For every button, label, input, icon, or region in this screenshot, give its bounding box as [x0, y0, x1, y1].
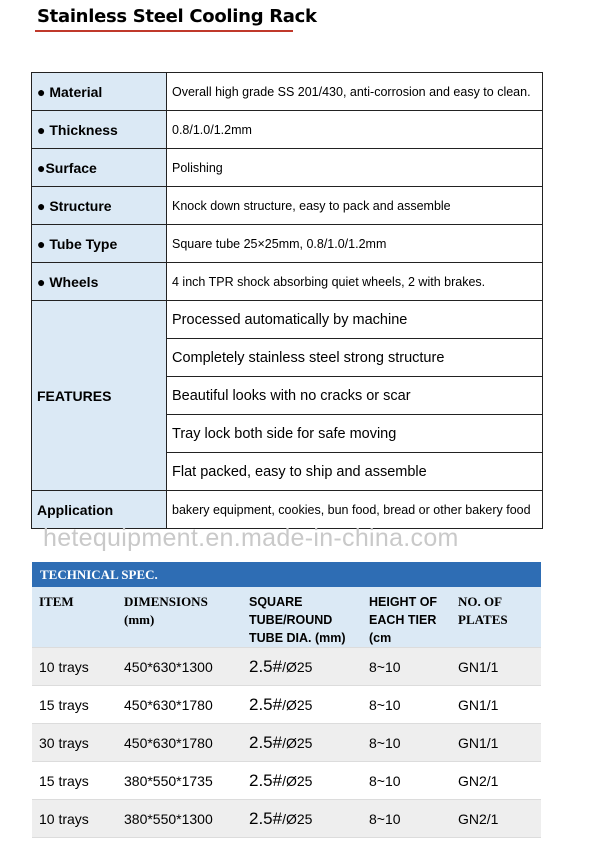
- spec-row-application: [32, 491, 543, 529]
- feature-item: Beautiful looks with no cracks or scar: [167, 377, 543, 415]
- spec-label: ● Thickness: [32, 111, 167, 149]
- tube-round: /Ø25: [282, 734, 313, 751]
- cell-dimensions: 380*550*1735: [117, 762, 242, 800]
- spec-value: Square tube 25×25mm, 0.8/1.0/1.2mm: [167, 225, 543, 263]
- cell-item: 30 trays: [32, 724, 117, 762]
- cell-height: 8~10: [362, 686, 451, 724]
- title-underline: [35, 30, 293, 32]
- spec-value: Overall high grade SS 201/430, anti-corrosion and easy to clean.: [167, 73, 543, 111]
- col-plates: NO. OF PLATES: [451, 587, 541, 648]
- table-row: [32, 648, 541, 686]
- tube-square: 2.5#: [249, 656, 283, 676]
- feature-item: Processed automatically by machine: [167, 301, 543, 339]
- spec-row-material: [32, 73, 543, 111]
- cell-height: 8~10: [362, 724, 451, 762]
- tube-square: 2.5#: [249, 694, 283, 714]
- spec-row-surface: [32, 149, 543, 187]
- feature-item: Tray lock both side for safe moving: [167, 415, 543, 453]
- cell-dimensions: 380*550*1300: [117, 800, 242, 838]
- feature-item: Completely stainless steel strong structure: [167, 339, 543, 377]
- col-item: ITEM: [32, 587, 117, 648]
- tech-spec-table: [32, 587, 541, 838]
- spec-table: [31, 72, 543, 529]
- spec-value: Knock down structure, easy to pack and assemble: [167, 187, 543, 225]
- tube-round: /Ø25: [282, 696, 313, 713]
- tech-header-row: [32, 587, 541, 648]
- cell-plates: GN1/1: [451, 724, 541, 762]
- application-label: Application: [32, 491, 167, 529]
- spec-value: Polishing: [167, 149, 543, 187]
- spec-label: ●Surface: [32, 149, 167, 187]
- cell-dimensions: 450*630*1780: [117, 686, 242, 724]
- cell-tube: [242, 724, 362, 762]
- tube-square: 2.5#: [249, 770, 283, 790]
- watermark: hetequipment.en.made-in-china.com: [43, 524, 459, 552]
- cell-plates: GN2/1: [451, 762, 541, 800]
- col-dimensions: DIMENSIONS (mm): [117, 587, 242, 648]
- cell-item: 10 trays: [32, 800, 117, 838]
- feature-row: [32, 301, 543, 339]
- spec-value: 0.8/1.0/1.2mm: [167, 111, 543, 149]
- spec-row-wheels: [32, 263, 543, 301]
- spec-row-thickness: [32, 111, 543, 149]
- cell-dimensions: 450*630*1300: [117, 648, 242, 686]
- tube-square: 2.5#: [249, 732, 283, 752]
- tube-round: /Ø25: [282, 772, 313, 789]
- table-row: [32, 724, 541, 762]
- cell-tube: [242, 648, 362, 686]
- spec-row-structure: [32, 187, 543, 225]
- table-row: [32, 686, 541, 724]
- cell-tube: [242, 800, 362, 838]
- col-tube: SQUARE TUBE/ROUND TUBE DIA. (mm): [242, 587, 362, 648]
- cell-item: 10 trays: [32, 648, 117, 686]
- spec-value: 4 inch TPR shock absorbing quiet wheels, 2 with brakes.: [167, 263, 543, 301]
- features-label: FEATURES: [32, 301, 167, 491]
- cell-item: 15 trays: [32, 762, 117, 800]
- feature-item: Flat packed, easy to ship and assemble: [167, 453, 543, 491]
- spec-label: ● Tube Type: [32, 225, 167, 263]
- spec-row-tube-type: [32, 225, 543, 263]
- cell-item: 15 trays: [32, 686, 117, 724]
- cell-plates: GN1/1: [451, 686, 541, 724]
- tube-round: /Ø25: [282, 658, 313, 675]
- cell-height: 8~10: [362, 762, 451, 800]
- application-value: bakery equipment, cookies, bun food, bread or other bakery food: [167, 491, 543, 529]
- cell-tube: [242, 762, 362, 800]
- col-height: HEIGHT OF EACH TIER (cm: [362, 587, 451, 648]
- cell-height: 8~10: [362, 648, 451, 686]
- cell-tube: [242, 686, 362, 724]
- cell-dimensions: 450*630*1780: [117, 724, 242, 762]
- spec-label: ● Structure: [32, 187, 167, 225]
- table-row: [32, 800, 541, 838]
- tech-spec-header: TECHNICAL SPEC.: [32, 562, 541, 587]
- cell-plates: GN2/1: [451, 800, 541, 838]
- cell-height: 8~10: [362, 800, 451, 838]
- spec-label: ● Wheels: [32, 263, 167, 301]
- tube-round: /Ø25: [282, 810, 313, 827]
- cell-plates: GN1/1: [451, 648, 541, 686]
- page-title: Stainless Steel Cooling Rack: [37, 6, 317, 27]
- table-row: [32, 762, 541, 800]
- spec-label: ● Material: [32, 73, 167, 111]
- tube-square: 2.5#: [249, 808, 283, 828]
